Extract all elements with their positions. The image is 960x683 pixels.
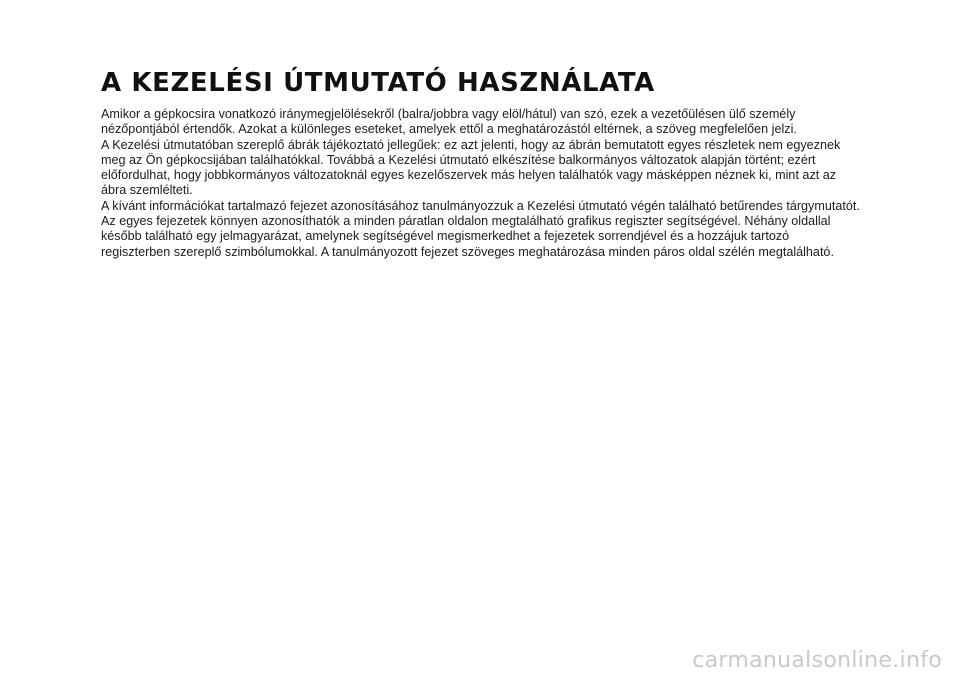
paragraph-index: A kívánt információkat tartalmazó fejezet azonosításához tanulmányozzuk a Kezelési útmutató végén található betűrendes tárgymutatót. [101,198,860,213]
watermark-text: carmanualsonline.info [692,648,942,673]
paragraph-illustrations: A Kezelési útmutatóban szereplő ábrák tájékoztató jellegűek: ez azt jelenti, hogy az ábrán bemutatott egyes részletek nem egyeznek meg az Ön gépkocsijában találhatókkal. Továbbá a Kezelési útmutató elkészítése balkormányos változatok alapján történt; ezért előfordulhat, hogy jobbkormányos változatoknál egyes kezelőszervek más helyen találhatók vagy másképpen néznek ki, mint azt az ábra szemlélteti. [101,137,841,198]
paragraph-direction-reference: Amikor a gépkocsira vonatkozó iránymegjelölésekről (balra/jobbra vagy elöl/hátul) van szó, ezek a vezetőülésen ülő személy nézőpontjából értendők. Azokat a különleges eseteket, amelyek ettől a meghatározástól eltérnek, a szöveg megfelelően jelzi. [101,107,797,137]
page-title: A KEZELÉSI ÚTMUTATÓ HASZNÁLATA [101,68,655,98]
body-text [101,107,861,260]
paragraph-chapter-register: Az egyes fejezetek könnyen azonosíthatók a minden páratlan oldalon megtalálható grafikus regiszter segítségével. Néhány oldallal később található egy jelmagyarázat, amelynek segítségével megismerkedhet a fejezetek sorrendjével és a hozzájuk tartozó regiszterben szereplő szimbólumokkal. A tanulmányozott fejezet szöveges meghatározása minden páros oldal szélén megtalálható. [101,214,834,259]
